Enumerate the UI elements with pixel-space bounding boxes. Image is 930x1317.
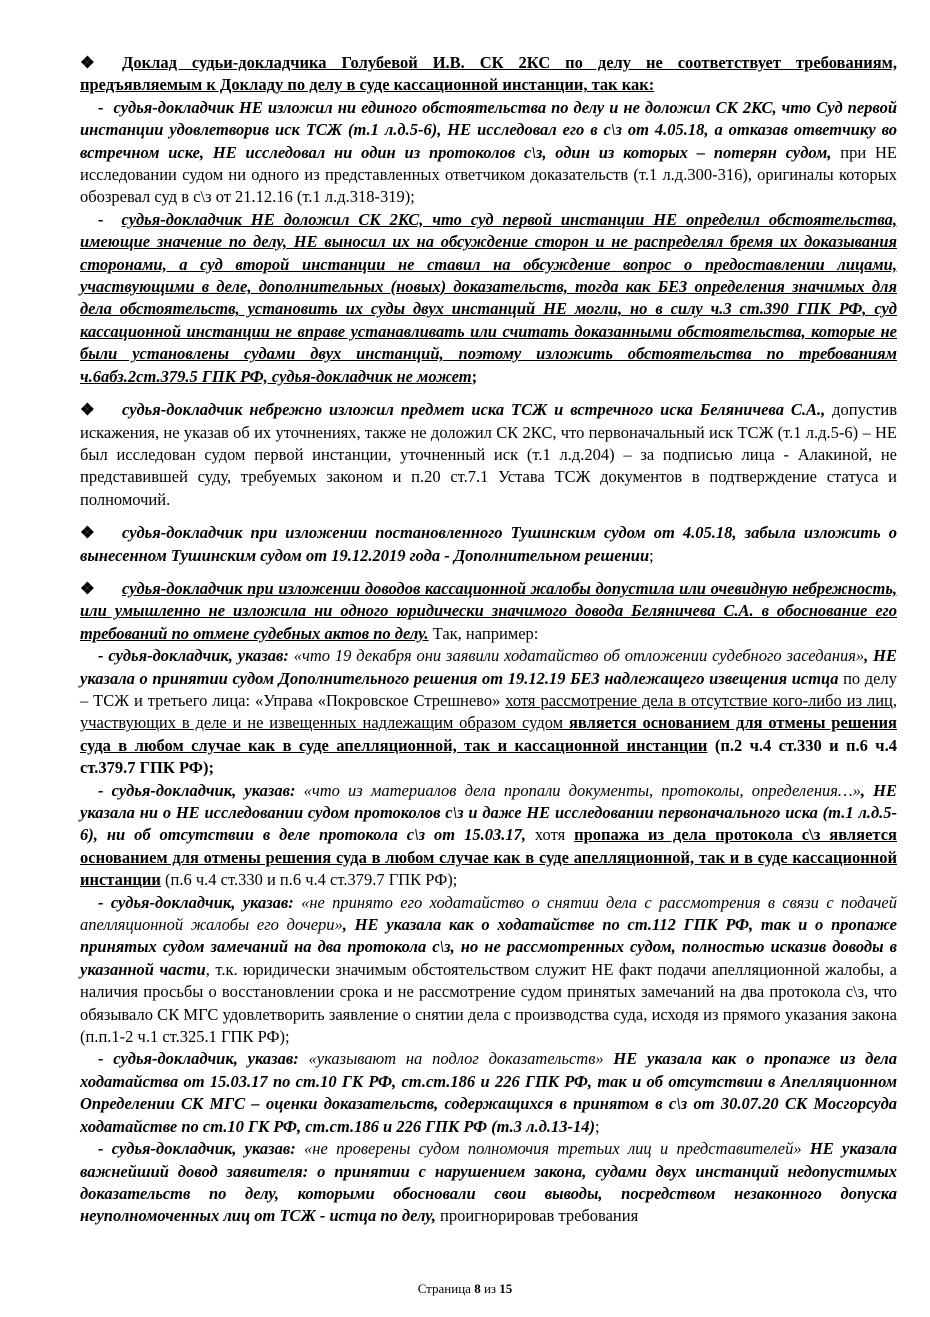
item-quote: «не принято его ходатайство о снятии дела с рассмотрения в связи с подачей апелляционной жалобы его дочери» xyxy=(80,892,897,935)
item-dash: - xyxy=(98,97,104,117)
item-citation: (п.6 ч.4 ст.330 и п.6 ч.4 ст.379.7 ГПК РФ); xyxy=(160,870,458,890)
item-text-emphasis: судья-докладчик НЕ изложил ни единого обстоятельства по делу и не доложил СК 2КС, что Суд первой инстанции удовлетворив иск ТСЖ (т.1 л.д.5-6), НЕ исследовал его в с\з от 4.05.18, а отказав ответчику во встречном иске, НЕ исследовал ни один из протоколов с\з, один из которых – потерян судом, xyxy=(80,97,898,162)
item-dash: - xyxy=(98,1139,112,1159)
item-emphasis: , НЕ указала как о ходатайстве по ст.112 ГПК РФ, так и о пропаже принятых судом замечаний на два протокола с\з, но не рассмотренных судом, полностью исказив доводы в указанной части xyxy=(80,915,897,979)
paragraph-additional-decision xyxy=(80,522,897,567)
item-emphasis: , НЕ указала ни о НЕ исследовании судом протоколов с\з и даже НЕ исследовании первоначального иска (т.1 л.д.5-6), ни об отсутствии в деле протокола с\з от 15.03.17, xyxy=(80,780,898,845)
item-lead: судья-докладчик, указав: xyxy=(111,1139,296,1159)
list-item xyxy=(80,1138,897,1228)
item-lead: судья-докладчик, указав: xyxy=(108,646,289,666)
paragraph-emphasis: судья-докладчик при изложении доводов кассационной жалобы допустила или очевидную небрежность, или умышленно не изложила ни одного юридически значимого довода Беляничева С.А. в обоснование его требований по отмене судебных актов по делу. xyxy=(80,578,897,643)
item-lead: судья-докладчик, указав: xyxy=(113,1049,299,1069)
item-lead: судья-докладчик, указав: xyxy=(110,892,294,912)
paragraph-text: допустив искажения, не указав об их уточнениях, также не доложил СК 2КС, что первоначальный иск ТСЖ (т.1 л.д.5-6) – НЕ был исследован судом первой инстанции, уточненный иск (т.1 л.д.204) – за подписью лица - Алакиной, не представившей суду, требуемых законом и п.20 ст.7.1 Устава ТСЖ документов в подтверждение статуса и полномочий. xyxy=(80,400,897,509)
item-text: проигнорировав требования xyxy=(435,1206,639,1226)
item-text: , т.к. юридически значимым обстоятельством служит НЕ факт подачи апелляционной жалобы, а наличия просьбы о восстановлении срока и не рассмотрение судом принятых замечаний на два протокола с\з, что обязывало СК МГС удовлетворить заявление о снятии дела с производства суда, исходя из прямого указания закона (п.п.1-2 ч.1 ст.325.1 ГПК РФ); xyxy=(80,959,897,1047)
list-item xyxy=(80,97,897,209)
item-text: хотя xyxy=(525,825,575,845)
paragraph-text: Так, например: xyxy=(428,623,539,643)
item-emphasis: НЕ указала как о пропаже из дела ходатайства от 15.03.17 по ст.10 ГК РФ, ст.ст.186 и 226 ГПК РФ, так и об отсутствии в Апелляционном Определении СК МГС – оценки доказательств, содержащихся в принятом в с\з от 30.07.20 СК Мосгорсуда ходатайстве по ст.10 ГК РФ, ст.ст.186 и 226 ГПК РФ (т.3 л.д.13-14) xyxy=(80,1049,898,1136)
paragraph-report-noncompliance xyxy=(80,52,897,97)
item-text-emphasis: судья-докладчик НЕ доложил СК 2КС, что суд первой инстанции НЕ определил обстоятельства, имеющие значение по делу, НЕ выносил их на обсуждение сторон и не распределял бремя их доказывания сторонами, а суд второй инстанции не ставил на обсуждение вопрос о предоставлении лицами, участвующими в деле, дополнительных (новых) доказательств, тогда как БЕЗ определения значимых для дела обстоятельств, установить их суды двух инстанций НЕ могли, но в силу ч.3 ст.390 ГПК РФ, суд кассационной инстанции не вправе устанавливать или считать доказанными обстоятельства, которые не были установлены судами двух инстанций, поэтому изложить обстоятельства по требованиям ч.6абз.2ст.379.5 ГПК РФ, судья-докладчик не может xyxy=(80,209,897,386)
item-quote: «что 19 декабря они заявили ходатайство об отложении судебного заседания» xyxy=(288,646,865,666)
paragraph-emphasis: судья-докладчик небрежно изложил предмет иска ТСЖ и встречного иска Беляничева С.А., xyxy=(122,400,826,420)
item-text: при НЕ исследовании судом ни одного из представленных ответчиком доказательств (т.1 л.д.300-316), оригиналы которых обозревал суд в с\з от 21.12.16 (т.1 л.д.318-319); xyxy=(80,142,897,207)
item-emphasis: , НЕ указала о принятии судом Дополнительного решения от 19.12.19 БЕЗ надлежащего извещения истца xyxy=(80,646,897,688)
item-text: по делу – ТСЖ и третьего лица: «Управа «Покровское Стрешнево» xyxy=(80,668,897,710)
paragraph-emphasis: судья-докладчик при изложении постановленного Тушинским судом от 4.05.18, забыла изложить о вынесенном Тушинским судом от 19.12.2019 года - Дополнительном решении xyxy=(80,523,897,565)
item-dash: - xyxy=(98,892,111,912)
item-quote: «указывают на подлог доказательств» xyxy=(298,1049,604,1069)
item-citation: (п.2 ч.4 ст.330 и п.6 ч.4 ст.379.7 ГПК РФ); xyxy=(80,735,897,778)
paragraph-cassation-arguments xyxy=(80,578,897,645)
item-underlined: хотя рассмотрение дела в отсутствие кого-либо из лиц, участвующих в деле и не извещенных надлежащим образом судом xyxy=(80,690,897,733)
item-quote: «не проверены судом полномочия третьих лиц и представителей» xyxy=(295,1139,802,1159)
diamond-bullet-icon: ❖ xyxy=(80,578,95,598)
item-bold-underlined: пропажа из дела протокола с\з является основанием для отмены решения суда в любом случае как в суде апелляционной, так и в суде кассационной инстанции xyxy=(80,825,897,890)
item-text: ; xyxy=(595,1116,600,1136)
item-lead: судья-докладчик, указав: xyxy=(111,780,296,800)
diamond-bullet-icon: ❖ xyxy=(80,400,95,420)
list-item xyxy=(80,1048,897,1138)
diamond-bullet-icon: ❖ xyxy=(80,523,95,543)
item-dash: - xyxy=(98,780,112,800)
item-emphasis: НЕ указала важнейший довод заявителя: о принятии с нарушением закона, судами двух инстанций недопустимых доказательств по делу, которыми обосновали свои выводы, посредством незаконного допуска неуполномоченных лиц от ТСЖ - истца по делу, xyxy=(80,1139,897,1226)
paragraph-claim-subject xyxy=(80,399,897,511)
list-item xyxy=(80,892,897,1049)
current-page-number: 8 xyxy=(474,1281,481,1296)
paragraph-text: ; xyxy=(649,545,654,565)
footer-prefix: Страница xyxy=(417,1281,475,1296)
item-dash: - xyxy=(98,209,104,229)
item-dash: - xyxy=(98,646,109,666)
total-page-count: 15 xyxy=(499,1281,513,1296)
list-item xyxy=(80,780,897,892)
item-quote: «что из материалов дела пропали документы, протоколы, определения…» xyxy=(295,780,861,800)
item-text: ; xyxy=(471,366,478,386)
list-item xyxy=(80,645,897,779)
item-bold-underlined: является основанием для отмены решения суда в любом случае как в суде апелляционной, так и кассационной инстанции xyxy=(80,713,897,755)
footer-middle: из xyxy=(480,1281,500,1296)
page-footer xyxy=(0,1281,930,1297)
section-heading: Доклад судьи-докладчика Голубевой И.В. СК 2КС по делу не соответствует требованиям, предъявляемым к Докладу по делу в суде кассационной инстанции, так как: xyxy=(80,53,897,95)
diamond-bullet-icon: ❖ xyxy=(80,53,95,72)
item-dash: - xyxy=(98,1049,114,1069)
list-item xyxy=(80,209,897,388)
